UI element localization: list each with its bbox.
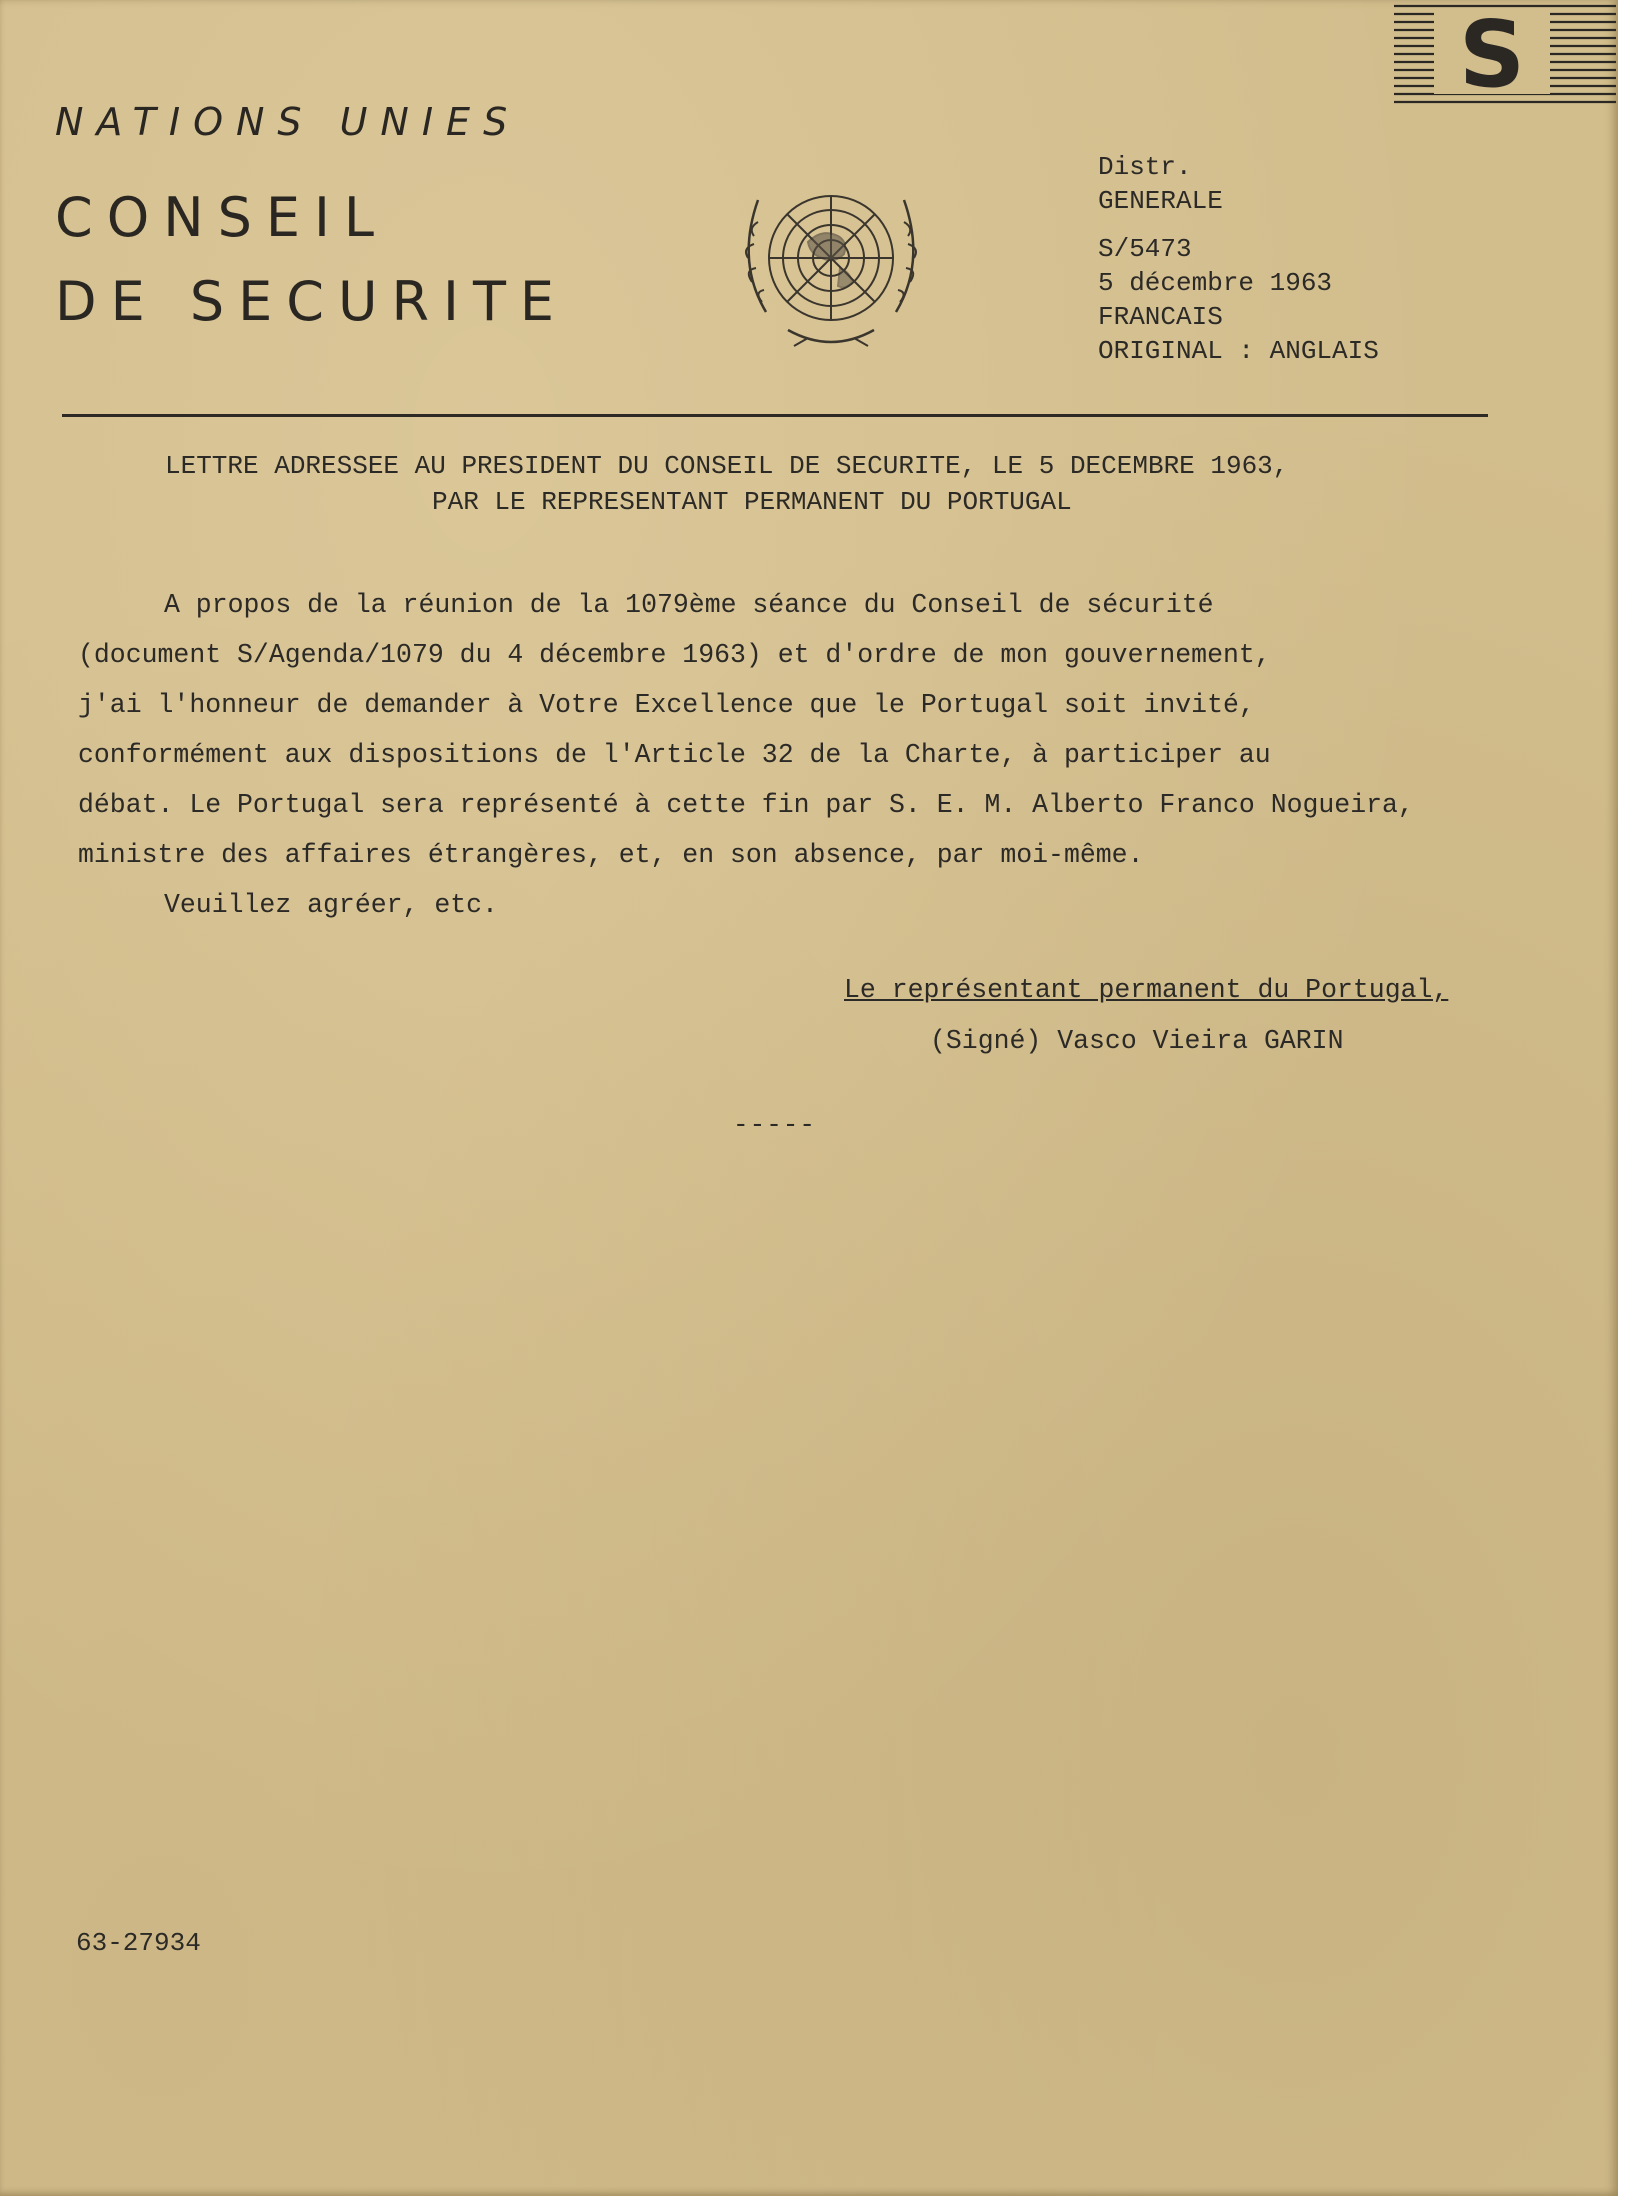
letter-body [78, 580, 1414, 930]
body-line: débat. Le Portugal sera représenté à cette fin par S. E. M. Alberto Franco Nogueira, [78, 790, 1414, 820]
document-language: FRANCAIS [1098, 302, 1223, 332]
end-separator: ----- [733, 1110, 817, 1140]
signatory-title: Le représentant permanent du Portugal, [844, 975, 1449, 1005]
org-name-line: NATIONS UNIES [55, 100, 521, 144]
document-job-number: 63-27934 [76, 1928, 201, 1958]
title-line: LETTRE ADRESSEE AU PRESIDENT DU CONSEIL DE SECURITE, LE 5 DECEMBRE 1963, [165, 451, 1289, 481]
svg-text:S: S [1458, 1, 1526, 106]
body-line: ministre des affaires étrangères, et, en son absence, par moi-même. [78, 840, 1144, 870]
document-symbol: S/5473 [1098, 234, 1192, 264]
body-line: j'ai l'honneur de demander à Votre Excellence que le Portugal soit invité, [78, 690, 1255, 720]
document-original-language: ORIGINAL : ANGLAIS [1098, 336, 1379, 366]
header-divider [62, 414, 1488, 417]
council-name-line1: CONSEIL [55, 186, 389, 249]
distr-label: Distr. [1098, 152, 1192, 182]
s-mark-icon [1394, 0, 1616, 106]
closing-line: Veuillez agréer, etc. [164, 890, 498, 920]
signatory-name: (Signé) Vasco Vieira GARIN [930, 1026, 1344, 1056]
un-emblem-icon [728, 172, 934, 350]
document-date: 5 décembre 1963 [1098, 268, 1333, 298]
body-line: (document S/Agenda/1079 du 4 décembre 1963) et d'ordre de mon gouvernement, [78, 640, 1271, 670]
distribution-block [1098, 150, 1379, 368]
letter-title [165, 448, 1288, 520]
body-line: A propos de la réunion de la 1079ème séance du Conseil de sécurité [164, 590, 1214, 620]
distr-value: GENERALE [1098, 186, 1223, 216]
council-name-line2: DE SECURITE [55, 270, 569, 333]
body-line: conformément aux dispositions de l'Article 32 de la Charte, à participer au [78, 740, 1271, 770]
title-line: PAR LE REPRESENTANT PERMANENT DU PORTUGAL [432, 487, 1072, 517]
